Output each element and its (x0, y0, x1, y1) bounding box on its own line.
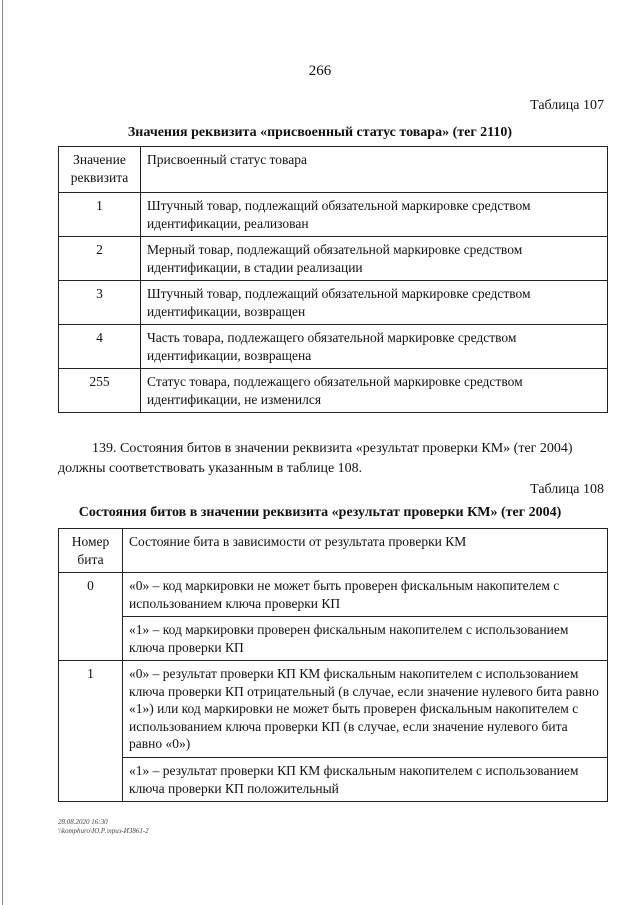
table-row (59, 193, 608, 237)
row-text: Штучный товар, подлежащий обязательной маркировке средством идентификации, реализован (141, 193, 608, 237)
row-text: Мерный товар, подлежащий обязательной маркировке средством идентификации, в стадии реализации (141, 237, 608, 281)
bit-state: «1» – код маркировки проверен фискальным накопителем с использованием ключа проверки КП (123, 617, 608, 661)
table-107 (58, 146, 608, 413)
row-text: Часть товара, подлежащего обязательной маркировке средством идентификации, возвращена (141, 325, 608, 369)
table-108-label: Таблица 108 (530, 482, 604, 497)
table-108-title: Состояния битов в значении реквизита «результат проверки КМ» (тег 2004) (78, 505, 562, 520)
bit-state: «0» – результат проверки КП КМ фискальным накопителем с использованием ключа проверки КП отрицательный (в случае, если значение нулевого бита равно «1») или код маркировки не может быть проверен фискальным накопителем с использованием ключа проверки КП (в случае, если значение нулевого бита равно «0») (123, 661, 608, 758)
header-bit-number: Номер бита (59, 529, 123, 573)
header-bit-state: Состояние бита в зависимости от результата проверки КМ (123, 529, 608, 573)
paragraph-139: 139. Состояния битов в значении реквизита «результат проверки КМ» (тег 2004) должны соответствовать указанным в таблице 108. (58, 441, 573, 476)
table-107-title: Значения реквизита «присвоенный статус товара» (тег 2110) (127, 125, 513, 140)
table-row (59, 573, 608, 617)
row-value: 1 (59, 193, 141, 237)
bit-state: «0» – код маркировки не может быть проверен фискальным накопителем с использованием ключа проверки КП (123, 573, 608, 617)
stamp-date: 28.08.2020 16:30 (58, 818, 108, 826)
bit-number: 0 (59, 573, 123, 661)
header-status: Присвоенный статус товара (141, 147, 608, 193)
row-text: Штучный товар, подлежащий обязательной маркировке средством идентификации, возвращен (141, 281, 608, 325)
row-value: 3 (59, 281, 141, 325)
stamp-path: \\komphuro\Ю.Р.\приз-И3861-2 (58, 826, 149, 835)
page-number: 266 (308, 63, 332, 79)
table-108 (58, 528, 608, 802)
row-value: 4 (59, 325, 141, 369)
table-row (59, 617, 608, 661)
table-row (59, 237, 608, 281)
table-row (59, 661, 608, 758)
row-value: 2 (59, 237, 141, 281)
bit-state: «1» – результат проверки КП КМ фискальным накопителем с использованием ключа проверки КП положительный (123, 758, 608, 802)
table-row (59, 325, 608, 369)
header-value: Значение реквизита (59, 147, 141, 193)
table-107-label: Таблица 107 (530, 98, 604, 113)
table-header-row (59, 147, 608, 193)
row-value: 255 (59, 369, 141, 413)
bit-number: 1 (59, 661, 123, 802)
row-text: Статус товара, подлежащего обязательной маркировке средством идентификации, не изменился (141, 369, 608, 413)
table-row (59, 281, 608, 325)
table-row (59, 758, 608, 802)
table-header-row (59, 529, 608, 573)
footer-stamp (58, 818, 149, 836)
table-row (59, 369, 608, 413)
